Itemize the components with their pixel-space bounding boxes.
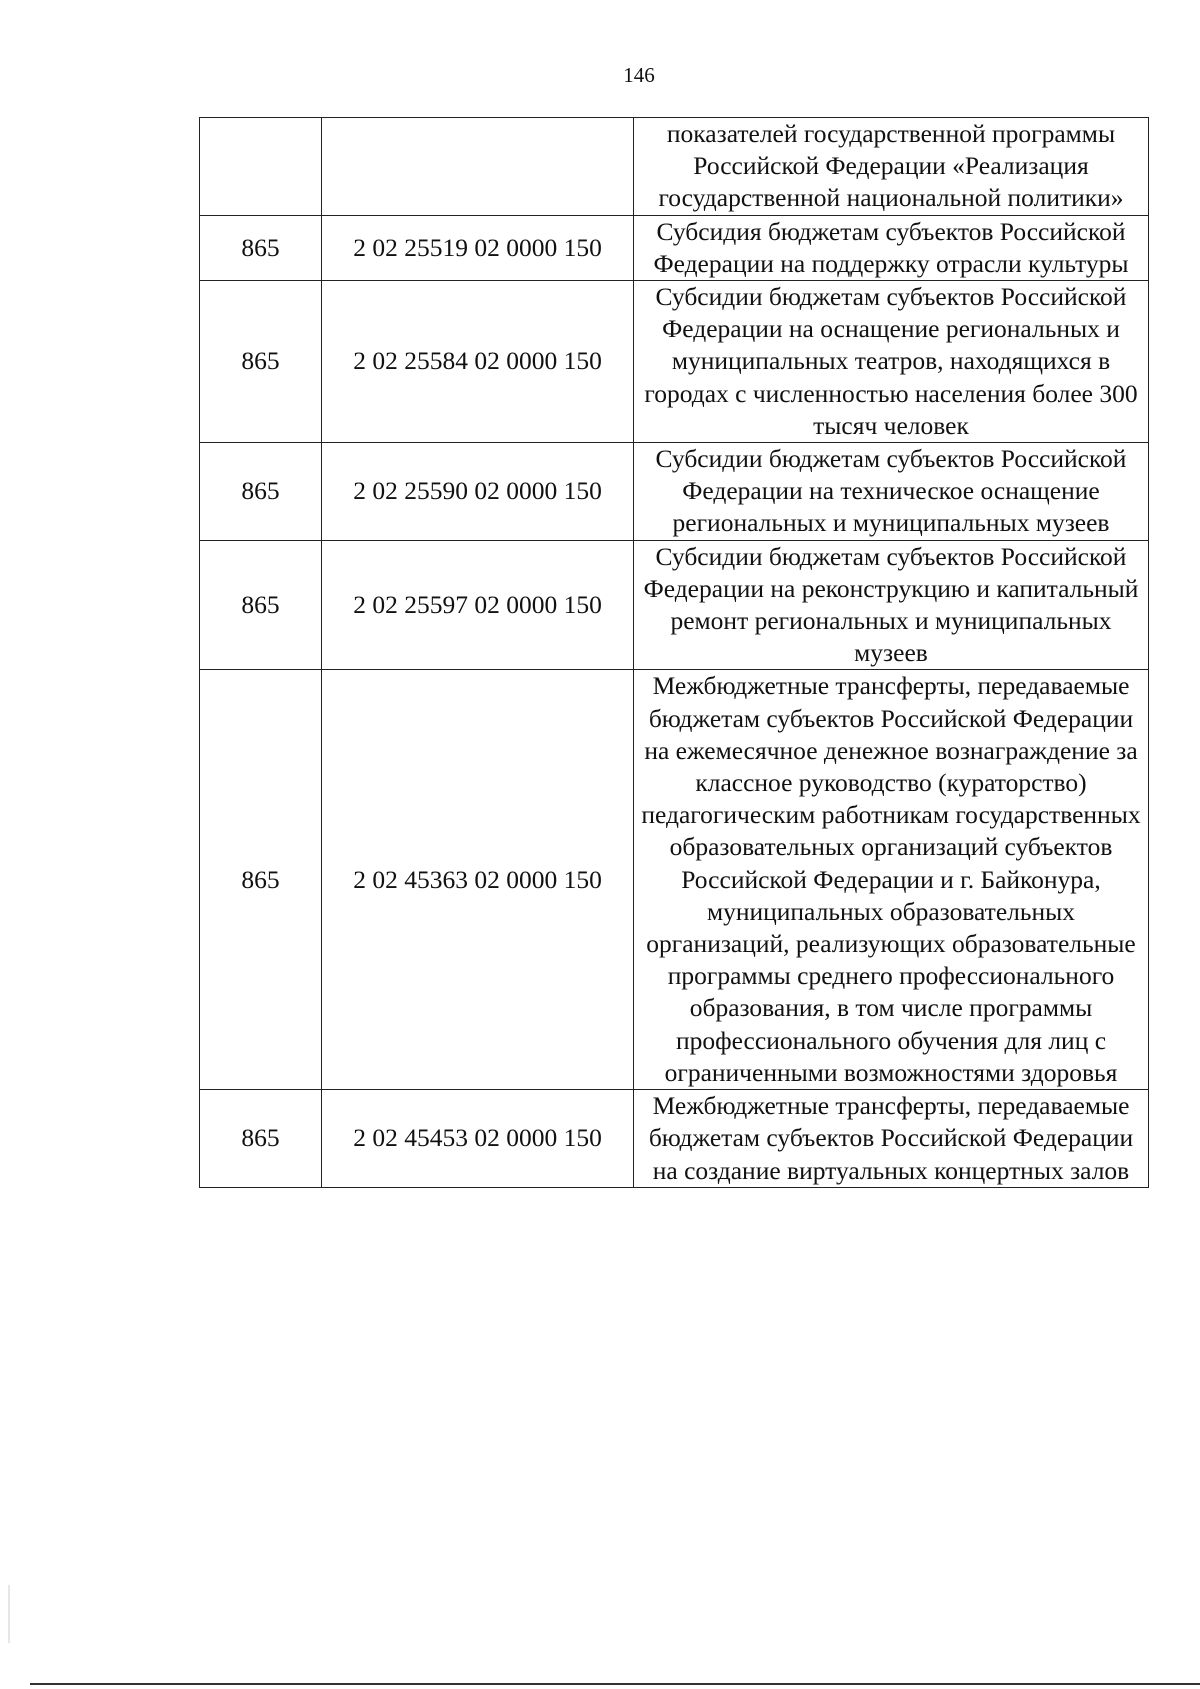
revenue-name-cell: Межбюджетные трансферты, передаваемые бюджетам субъектов Российской Федерации на ежемесячное денежное вознаграждение за классное руководство (кураторство) педагогическим работникам государственных образовательных организаций субъектов Российской Федерации и г. Байконура, муниципальных образовательных организаций, реализующих образовательные программы среднего профессионального образования, в том числе программы профессионального обучения для лиц с ограниченными возможностями здоровья xyxy=(634,670,1149,1090)
admin-code-cell: 865 xyxy=(200,540,322,670)
revenue-name-cell: Межбюджетные трансферты, передаваемые бюджетам субъектов Российской Федерации на создание виртуальных концертных залов xyxy=(634,1090,1149,1188)
table-row xyxy=(200,1090,1149,1188)
revenue-name-cell: Субсидии бюджетам субъектов Российской Федерации на техническое оснащение региональных и муниципальных музеев xyxy=(634,443,1149,541)
bottom-rule xyxy=(30,1683,1200,1685)
revenue-name-cell: Субсидии бюджетам субъектов Российской Федерации на оснащение региональных и муниципальных театров, находящихся в городах с численностью населения более 300 тысяч человек xyxy=(634,281,1149,443)
table-row xyxy=(200,281,1149,443)
admin-code-cell: 865 xyxy=(200,443,322,541)
budget-code-cell: 2 02 25590 02 0000 150 xyxy=(322,443,634,541)
admin-code-cell: 865 xyxy=(200,1090,322,1188)
admin-code-cell: 865 xyxy=(200,215,322,280)
table-row xyxy=(200,443,1149,541)
table-body xyxy=(200,118,1149,1188)
budget-code-cell: 2 02 25519 02 0000 150 xyxy=(322,215,634,280)
table-row xyxy=(200,540,1149,670)
budget-code-cell: 2 02 25597 02 0000 150 xyxy=(322,540,634,670)
page-number: 146 xyxy=(623,63,655,87)
table-row xyxy=(200,215,1149,280)
budget-codes-table xyxy=(199,117,1149,1188)
scan-edge-mark xyxy=(8,1585,10,1643)
budget-code-cell: 2 02 45453 02 0000 150 xyxy=(322,1090,634,1188)
budget-code-cell: 2 02 25584 02 0000 150 xyxy=(322,281,634,443)
table-row xyxy=(200,670,1149,1090)
admin-code-cell xyxy=(200,118,322,216)
admin-code-cell: 865 xyxy=(200,670,322,1090)
admin-code-cell: 865 xyxy=(200,281,322,443)
budget-code-cell: 2 02 45363 02 0000 150 xyxy=(322,670,634,1090)
revenue-name-cell: показателей государственной программы Российской Федерации «Реализация государственной национальной политики» xyxy=(634,118,1149,216)
revenue-name-cell: Субсидии бюджетам субъектов Российской Федерации на реконструкцию и капитальный ремонт региональных и муниципальных музеев xyxy=(634,540,1149,670)
budget-code-cell xyxy=(322,118,634,216)
table-row xyxy=(200,118,1149,216)
revenue-name-cell: Субсидия бюджетам субъектов Российской Федерации на поддержку отрасли культуры xyxy=(634,215,1149,280)
